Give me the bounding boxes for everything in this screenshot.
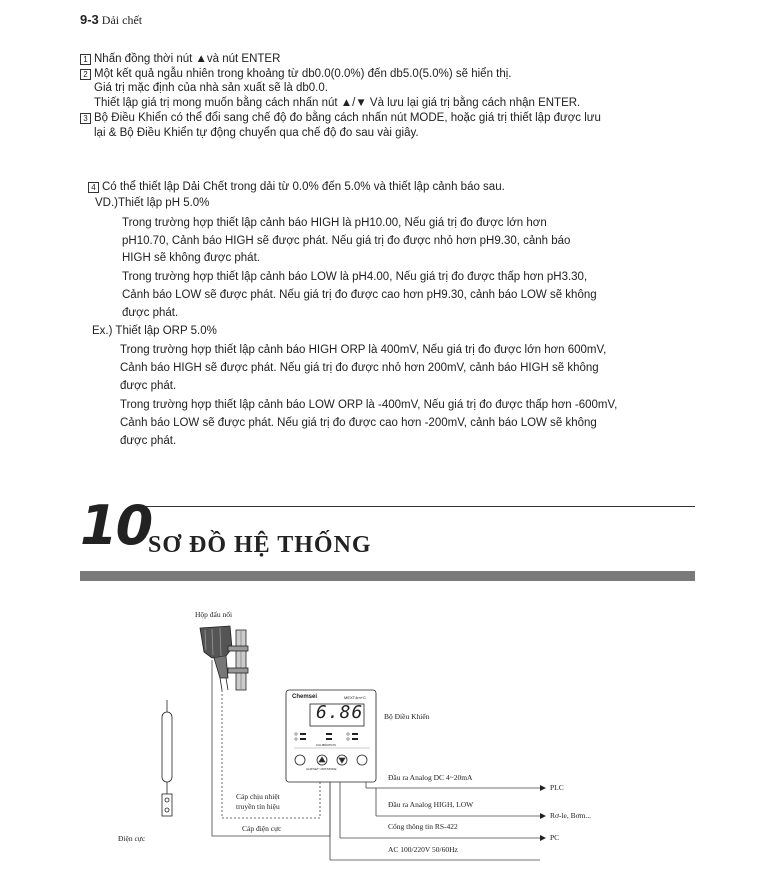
ex-line: được phát. <box>120 380 177 392</box>
calibration-caption: CALIBRATION <box>316 743 336 747</box>
output-label-analog: Đầu ra Analog DC 4~20mA <box>388 773 473 782</box>
electrode-label: Điện cực <box>118 834 146 843</box>
output-target-relay: Rơ-le, Bơm... <box>550 811 592 820</box>
vd-line: Cảnh báo LOW sẽ được phát. Nếu giá trị đo được cao hơn pH9.30, cảnh báo LOW sẽ không <box>122 289 597 301</box>
vd-line: Trong trường hợp thiết lập cảnh báo LOW là pH4.00, Nếu giá trị đo được thấp hơn pH3.30, <box>122 271 588 283</box>
vd-line: được phát. <box>122 307 179 319</box>
vd-title: VD.)Thiết lập pH 5.0% <box>95 197 210 209</box>
step-text: Bộ Điều Khiển có thể đổi sang chế độ đo bằng cách nhấn nút MODE, hoặc giá trị thiết lập được lưu <box>94 112 601 124</box>
heat-cable-label-1: Cáp chịu nhiệt <box>236 792 280 801</box>
step-number-box: 4 <box>88 182 99 193</box>
step-number-box: 3 <box>80 113 91 124</box>
step-text: Có thể thiết lập Dải Chết trong dải từ 0.0% đến 5.0% và thiết lập cảnh báo sau. <box>102 181 505 193</box>
button-caption: ALM/SET UNIT/MODE <box>306 767 337 771</box>
ex-line: được phát. <box>120 435 177 447</box>
controller-label: Bộ Điều Khiển <box>384 712 430 721</box>
output-label-rs422: Cổng thông tin RS-422 <box>388 822 458 831</box>
junction-box-icon <box>200 626 248 690</box>
electrode-icon <box>162 700 172 816</box>
chapter-number: 10 <box>80 494 152 557</box>
electrode-cable-label: Cáp điện cực <box>242 824 282 833</box>
vd-line: Trong trường hợp thiết lập cảnh báo HIGH là pH10.00, Nếu giá trị đo được lớn hơn <box>122 217 547 229</box>
step-number-box: 2 <box>80 69 91 80</box>
chapter-title: SƠ ĐỒ HỆ THỐNG <box>148 532 372 558</box>
device-model: MEXT4m+C <box>344 695 366 700</box>
section-title: Dải chết <box>101 13 143 27</box>
step-number-box: 1 <box>80 54 91 65</box>
output-target-pc: PC <box>550 833 560 842</box>
device-brand: Chemsei <box>292 694 318 700</box>
step-text: Một kết quả ngẫu nhiên trong khoảng từ db0.0(0.0%) đến db5.0(5.0%) sẽ hiển thị. <box>94 68 512 80</box>
ex-line: Trong trường hợp thiết lập cảnh báo LOW ORP là -400mV, Nếu giá trị đo được thấp hơn -600mV, <box>120 399 618 411</box>
output-label-power: AC 100/220V 50/60Hz <box>388 845 458 854</box>
ex-line: Cảnh báo HIGH sẽ được phát. Nếu giá trị đo được nhỏ hơn 200mV, cảnh báo HIGH sẽ không <box>120 362 599 374</box>
vd-line: HIGH sẽ không được phát. <box>122 252 260 264</box>
vd-line: pH10.70, Cảnh báo HIGH sẽ được phát. Nếu giá trị đo được nhỏ hơn pH9.30, cảnh báo <box>122 235 571 247</box>
output-target-plc: PLC <box>550 783 564 792</box>
step-3-line-2: lại & Bộ Điều Khiển tự động chuyển qua chế độ đo sau vài giây. <box>94 127 419 139</box>
step-2-line-3: Thiết lập giá trị mong muốn bằng cách nhấn nút ▲/▼ Và lưu lại giá trị bằng cách nhận ENTER. <box>94 97 581 109</box>
display-value: 6.86 <box>316 702 364 723</box>
junction-box-label: Hộp đấu nối <box>195 610 233 619</box>
output-label-relay: Đầu ra Analog HIGH, LOW <box>388 800 474 809</box>
ex-line: Cảnh báo LOW sẽ được phát. Nếu giá trị đo được cao hơn -200mV, cảnh báo LOW sẽ không <box>120 417 597 429</box>
step-2-line-2: Giá trị mặc định của nhà sản xuất sẽ là db0.0. <box>94 82 328 94</box>
heat-cable-label-2: truyền tín hiệu <box>236 802 280 811</box>
step-text: Nhấn đồng thời nút ▲và nút ENTER <box>94 53 281 65</box>
ex-title: Ex.) Thiết lập ORP 5.0% <box>92 325 217 337</box>
ex-line: Trong trường hợp thiết lập cảnh báo HIGH ORP là 400mV, Nếu giá trị đo được lớn hơn 600mV, <box>120 344 607 356</box>
section-number: 9-3 <box>80 12 99 27</box>
